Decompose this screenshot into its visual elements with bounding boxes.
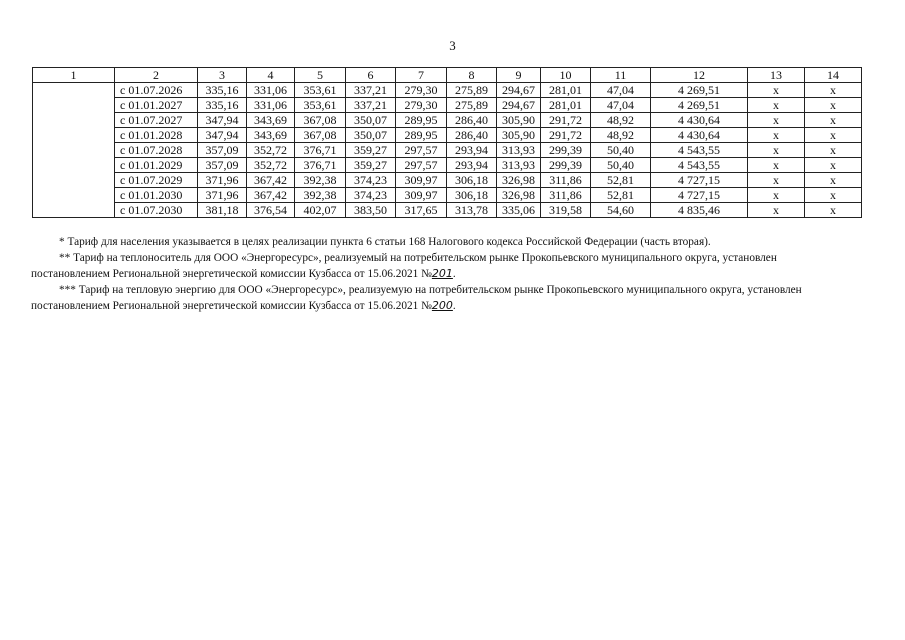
table-cell-col-10: 299,39 [541, 143, 591, 158]
table-cell-col-13: х [748, 188, 805, 203]
table-cell-col-7: 317,65 [396, 203, 447, 218]
column-header-3: 3 [198, 68, 247, 83]
column-header-6: 6 [346, 68, 396, 83]
table-cell-col-7: 297,57 [396, 158, 447, 173]
table-cell-col-14: х [805, 188, 862, 203]
table-cell-col-1 [33, 98, 115, 113]
table-row [33, 173, 862, 188]
table-cell-col-8: 286,40 [447, 113, 497, 128]
footnote-3-text: *** Тариф на тепловую энергию для ООО «Энергоресурс», реализуемую на потребительском рынке Прокопьевского муниципального округа, установлен постановлением Региональной энергетической комиссии Кузбасса от 15.06.2021 № [31, 283, 802, 313]
table-cell-col-6: 337,21 [346, 98, 396, 113]
table-row [33, 98, 862, 113]
table-cell-col-6: 383,50 [346, 203, 396, 218]
table-cell-col-7: 309,97 [396, 173, 447, 188]
table-cell-col-12: 4 835,46 [651, 203, 748, 218]
table-cell-col-5: 392,38 [295, 188, 346, 203]
column-header-12: 12 [651, 68, 748, 83]
table-cell-col-12: 4 430,64 [651, 128, 748, 143]
table-cell-col-11: 48,92 [591, 128, 651, 143]
table-cell-col-8: 306,18 [447, 173, 497, 188]
table-cell-col-9: 335,06 [497, 203, 541, 218]
footnote-1: * Тариф для населения указывается в целях реализации пункта 6 статьи 168 Налогового кодекса Российской Федерации (часть вторая). [59, 236, 711, 248]
table-cell-col-14: х [805, 158, 862, 173]
table-cell-col-9: 305,90 [497, 128, 541, 143]
table-cell-col-5: 376,71 [295, 158, 346, 173]
table-row [33, 113, 862, 128]
table-cell-col-4: 352,72 [247, 158, 295, 173]
table-cell-col-1 [33, 128, 115, 143]
table-cell-col-9: 294,67 [497, 83, 541, 98]
table-cell-col-3: 347,94 [198, 113, 247, 128]
table-cell-col-4: 376,54 [247, 203, 295, 218]
table-cell-col-3: 347,94 [198, 128, 247, 143]
table-cell-col-13: х [748, 113, 805, 128]
table-cell-col-1 [33, 143, 115, 158]
table-cell-col-6: 350,07 [346, 113, 396, 128]
column-header-9: 9 [497, 68, 541, 83]
table-cell-col-14: х [805, 83, 862, 98]
table-cell-col-6: 374,23 [346, 188, 396, 203]
column-header-11: 11 [591, 68, 651, 83]
table-cell-col-7: 297,57 [396, 143, 447, 158]
column-header-7: 7 [396, 68, 447, 83]
table-header-row [33, 68, 862, 83]
table-cell-col-9: 305,90 [497, 113, 541, 128]
table-cell-col-10: 311,86 [541, 173, 591, 188]
table-cell-col-14: х [805, 113, 862, 128]
table-row [33, 83, 862, 98]
table-cell-col-5: 367,08 [295, 128, 346, 143]
table-cell-col-11: 52,81 [591, 173, 651, 188]
column-header-8: 8 [447, 68, 497, 83]
table-cell-col-2: с 01.07.2027 [115, 113, 198, 128]
table-cell-col-7: 289,95 [396, 113, 447, 128]
table-cell-col-4: 343,69 [247, 128, 295, 143]
table-cell-col-1 [33, 173, 115, 188]
table-cell-col-2: с 01.07.2026 [115, 83, 198, 98]
table-cell-col-10: 291,72 [541, 128, 591, 143]
table-cell-col-13: х [748, 83, 805, 98]
table-cell-col-13: х [748, 98, 805, 113]
table-cell-col-3: 357,09 [198, 158, 247, 173]
footnote-2 [31, 251, 849, 283]
table-cell-col-11: 48,92 [591, 113, 651, 128]
table-cell-col-4: 367,42 [247, 173, 295, 188]
table-cell-col-2: с 01.01.2030 [115, 188, 198, 203]
table-cell-col-12: 4 543,55 [651, 158, 748, 173]
column-header-2: 2 [115, 68, 198, 83]
table-cell-col-1 [33, 158, 115, 173]
column-header-4: 4 [247, 68, 295, 83]
table-cell-col-14: х [805, 98, 862, 113]
table-cell-col-8: 313,78 [447, 203, 497, 218]
table-cell-col-9: 326,98 [497, 173, 541, 188]
table-cell-col-10: 311,86 [541, 188, 591, 203]
table-cell-col-1 [33, 113, 115, 128]
table-row [33, 158, 862, 173]
table-cell-col-11: 54,60 [591, 203, 651, 218]
table-cell-col-9: 294,67 [497, 98, 541, 113]
table-row [33, 188, 862, 203]
table-cell-col-11: 52,81 [591, 188, 651, 203]
table-cell-col-9: 326,98 [497, 188, 541, 203]
table-cell-col-8: 293,94 [447, 143, 497, 158]
table-cell-col-9: 313,93 [497, 143, 541, 158]
page-number: 3 [449, 38, 456, 53]
table-cell-col-14: х [805, 173, 862, 188]
table-cell-col-3: 335,16 [198, 98, 247, 113]
table-cell-col-4: 343,69 [247, 113, 295, 128]
column-header-10: 10 [541, 68, 591, 83]
column-header-13: 13 [748, 68, 805, 83]
footnote-3-period: . [452, 300, 456, 313]
table-cell-col-4: 352,72 [247, 143, 295, 158]
table-cell-col-3: 381,18 [198, 203, 247, 218]
table-cell-col-7: 289,95 [396, 128, 447, 143]
table-cell-col-6: 350,07 [346, 128, 396, 143]
table-cell-col-11: 47,04 [591, 98, 651, 113]
table-cell-col-8: 275,89 [447, 83, 497, 98]
table-cell-col-2: с 01.01.2027 [115, 98, 198, 113]
table-cell-col-10: 299,39 [541, 158, 591, 173]
table-cell-col-10: 281,01 [541, 98, 591, 113]
table-cell-col-5: 376,71 [295, 143, 346, 158]
footnote-2-period: . [452, 268, 456, 281]
table-cell-col-8: 275,89 [447, 98, 497, 113]
table-cell-col-6: 359,27 [346, 158, 396, 173]
footnote-2-number: 201 [431, 267, 453, 281]
table-cell-col-6: 374,23 [346, 173, 396, 188]
column-header-14: 14 [805, 68, 862, 83]
table-cell-col-7: 309,97 [396, 188, 447, 203]
table-cell-col-14: х [805, 203, 862, 218]
table-cell-col-13: х [748, 143, 805, 158]
table-cell-col-13: х [748, 128, 805, 143]
table-cell-col-4: 367,42 [247, 188, 295, 203]
table-cell-col-7: 279,30 [396, 83, 447, 98]
table-cell-col-10: 281,01 [541, 83, 591, 98]
table-cell-col-12: 4 543,55 [651, 143, 748, 158]
table-cell-col-3: 357,09 [198, 143, 247, 158]
footnote-3-number: 200 [431, 299, 453, 313]
table-cell-col-11: 47,04 [591, 83, 651, 98]
table-cell-col-2: с 01.01.2029 [115, 158, 198, 173]
table-cell-col-13: х [748, 158, 805, 173]
table-cell-col-12: 4 269,51 [651, 98, 748, 113]
table-cell-col-5: 392,38 [295, 173, 346, 188]
table-cell-col-2: с 01.07.2030 [115, 203, 198, 218]
table-cell-col-8: 293,94 [447, 158, 497, 173]
table-cell-col-4: 331,06 [247, 98, 295, 113]
table-cell-col-1 [33, 83, 115, 98]
table-cell-col-4: 331,06 [247, 83, 295, 98]
table-cell-col-5: 402,07 [295, 203, 346, 218]
footnote-3 [31, 283, 849, 315]
table-cell-col-12: 4 727,15 [651, 188, 748, 203]
table-row [33, 128, 862, 143]
table-cell-col-10: 291,72 [541, 113, 591, 128]
table-cell-col-1 [33, 188, 115, 203]
table-cell-col-3: 335,16 [198, 83, 247, 98]
table-cell-col-8: 286,40 [447, 128, 497, 143]
table-cell-col-3: 371,96 [198, 188, 247, 203]
table-cell-col-6: 337,21 [346, 83, 396, 98]
table-cell-col-8: 306,18 [447, 188, 497, 203]
table-cell-col-6: 359,27 [346, 143, 396, 158]
table-cell-col-10: 319,58 [541, 203, 591, 218]
table-cell-col-12: 4 269,51 [651, 83, 748, 98]
table-body [33, 83, 862, 218]
table-cell-col-11: 50,40 [591, 158, 651, 173]
table-cell-col-5: 353,61 [295, 83, 346, 98]
table-cell-col-9: 313,93 [497, 158, 541, 173]
column-header-5: 5 [295, 68, 346, 83]
table-cell-col-3: 371,96 [198, 173, 247, 188]
column-header-1: 1 [33, 68, 115, 83]
table-cell-col-12: 4 727,15 [651, 173, 748, 188]
table-row [33, 143, 862, 158]
table-cell-col-2: с 01.01.2028 [115, 128, 198, 143]
table-cell-col-13: х [748, 173, 805, 188]
table-cell-col-13: х [748, 203, 805, 218]
table-cell-col-5: 353,61 [295, 98, 346, 113]
table-cell-col-12: 4 430,64 [651, 113, 748, 128]
table-row [33, 203, 862, 218]
table-cell-col-7: 279,30 [396, 98, 447, 113]
footnotes [31, 235, 849, 315]
table-cell-col-1 [33, 203, 115, 218]
table-cell-col-2: с 01.07.2028 [115, 143, 198, 158]
table-cell-col-14: х [805, 143, 862, 158]
table-cell-col-5: 367,08 [295, 113, 346, 128]
table-cell-col-2: с 01.07.2029 [115, 173, 198, 188]
table-cell-col-14: х [805, 128, 862, 143]
footnote-2-text: ** Тариф на теплоноситель для ООО «Энергоресурс», реализуемый на потребительском рынке Прокопьевского муниципального округа, установлен постановлением Региональной энергетической комиссии Кузбасса от 15.06.2021 № [31, 251, 777, 281]
table-cell-col-11: 50,40 [591, 143, 651, 158]
tariff-table [32, 67, 862, 218]
